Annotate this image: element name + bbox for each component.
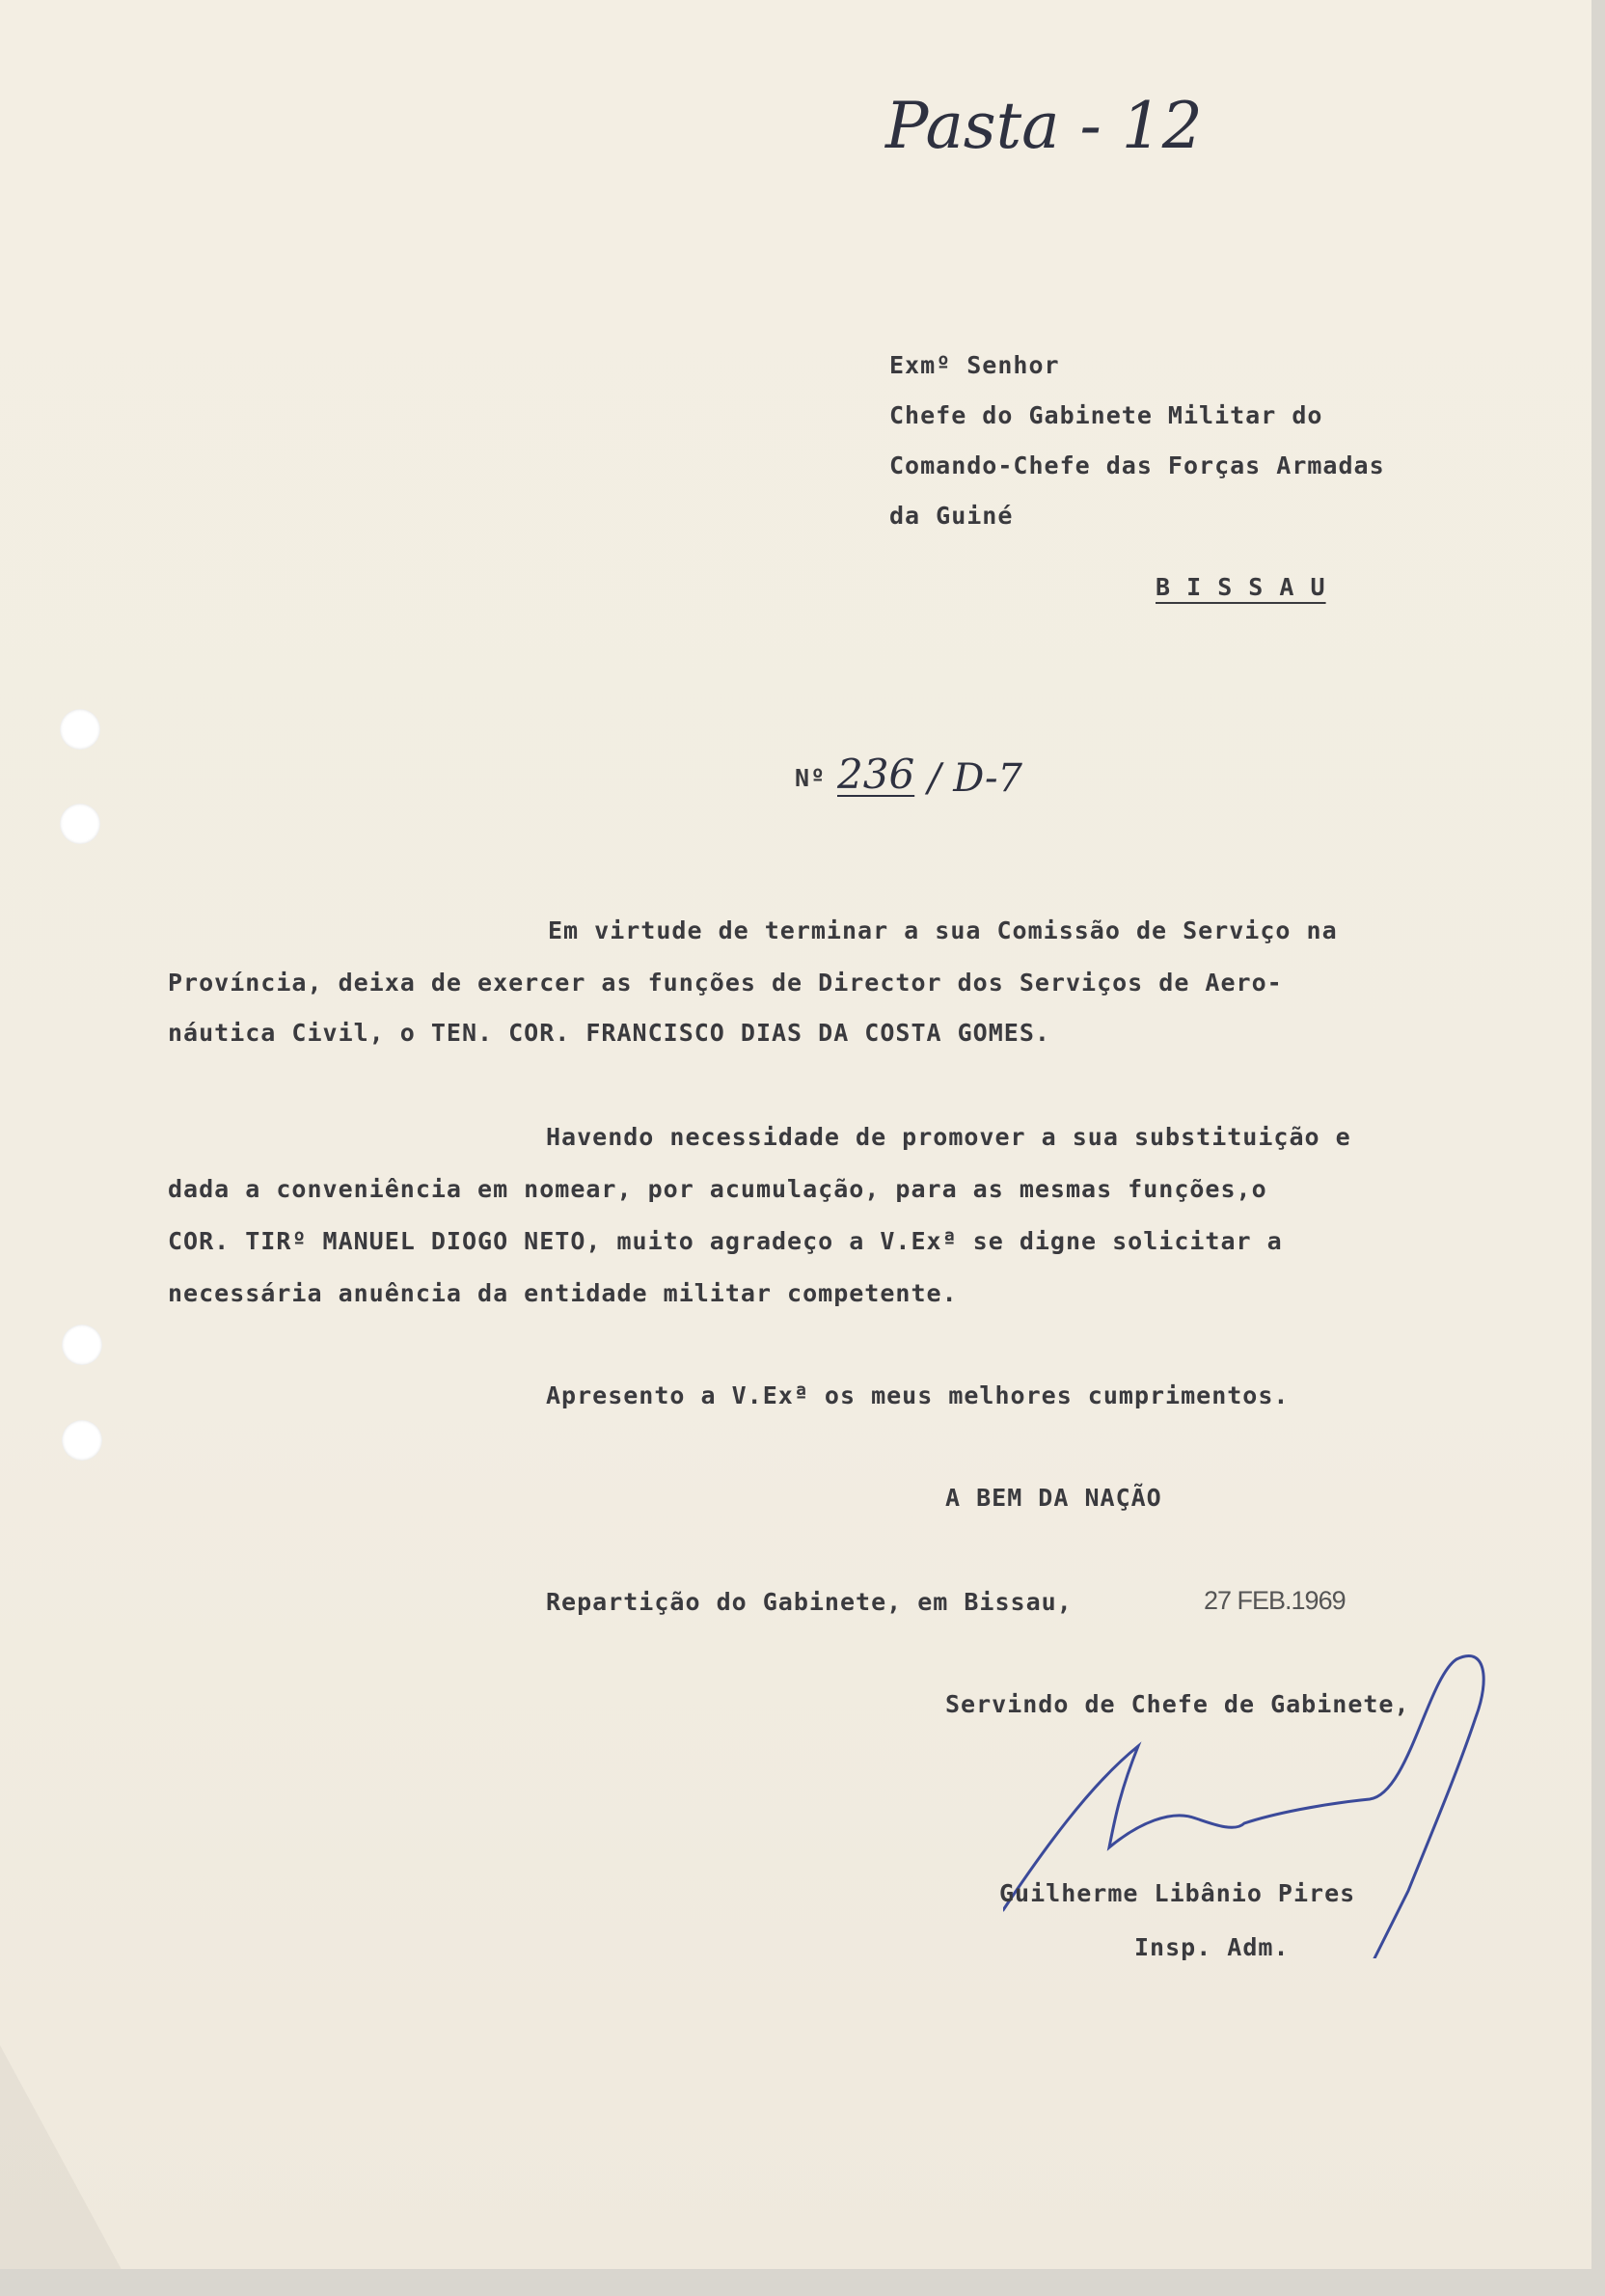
- signatory-name: Guilherme Libânio Pires: [999, 1879, 1356, 1907]
- handwritten-folder-note: Pasta - 12: [885, 89, 1203, 163]
- date-stamp: 27 FEB.1969: [1204, 1586, 1346, 1615]
- paragraph-2-line-3: COR. TIRº MANUEL DIOGO NETO, muito agradeço a V.Exª se digne solicitar a: [168, 1227, 1283, 1255]
- reference-prefix: Nº: [795, 764, 827, 792]
- closing-place: Repartição do Gabinete, em Bissau,: [546, 1588, 1073, 1616]
- reference-suffix: / D-7: [928, 756, 1022, 801]
- addressee-line-1: Exmº Senhor: [889, 351, 1060, 379]
- paragraph-1-line-1: Em virtude de terminar a sua Comissão de Serviço na: [548, 916, 1338, 944]
- punch-hole: [62, 1325, 102, 1365]
- addressee-line-3: Comando-Chefe das Forças Armadas: [889, 451, 1385, 479]
- signatory-title: Insp. Adm.: [1134, 1933, 1290, 1961]
- corner-fold: [0, 2045, 125, 2269]
- addressee-line-4: da Guiné: [889, 502, 1014, 530]
- addressee-line-2: Chefe do Gabinete Militar do: [889, 401, 1323, 429]
- closing-motto: A BEM DA NAÇÃO: [945, 1484, 1162, 1512]
- reference-number: 236: [837, 751, 915, 798]
- punch-hole: [62, 1420, 102, 1461]
- paragraph-1-line-3: náutica Civil, o TEN. COR. FRANCISCO DIAS DA COSTA GOMES.: [168, 1019, 1050, 1047]
- paragraph-3: Apresento a V.Exª os meus melhores cumprimentos.: [546, 1381, 1290, 1409]
- addressee-city: B I S S A U: [1156, 573, 1326, 601]
- paragraph-2-line-1: Havendo necessidade de promover a sua substituição e: [546, 1123, 1351, 1151]
- punch-hole: [60, 709, 100, 750]
- paragraph-2-line-2: dada a conveniência em nomear, por acumulação, para as mesmas funções,o: [168, 1175, 1267, 1203]
- paragraph-2-line-4: necessária anuência da entidade militar competente.: [168, 1279, 958, 1307]
- signatory-role: Servindo de Chefe de Gabinete,: [945, 1690, 1410, 1718]
- paragraph-1-line-2: Província, deixa de exercer as funções de Director dos Serviços de Aero-: [168, 969, 1283, 997]
- handwritten-signature: [1003, 1640, 1505, 1958]
- punch-hole: [60, 804, 100, 844]
